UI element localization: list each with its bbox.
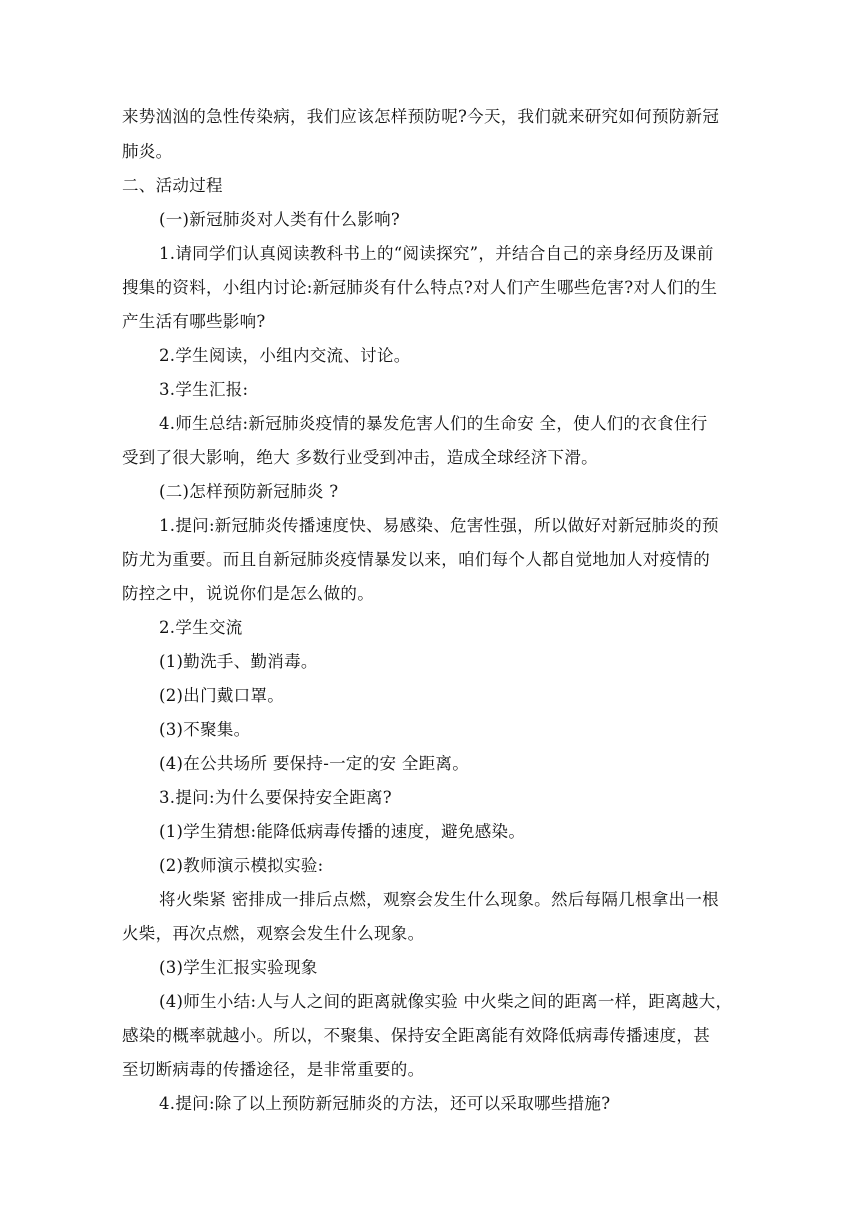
body-text-line: 防控之中，说说你们是怎么做的。 [122, 584, 374, 603]
subsection-heading: (一)新冠肺炎对人类有什么影响? [159, 210, 401, 229]
body-text-line: 至切断病毒的传播途径，是非常重要的。 [122, 1060, 425, 1079]
body-text-line: 1.提问:新冠肺炎传播速度快、易感染、危害性强，所以做好对新冠肺炎的预 [159, 516, 719, 535]
body-text-line: 肺炎。 [122, 142, 173, 161]
body-text-line: 1.请同学们认真阅读教科书上的“阅读探究”，并结合自己的亲身经历及课前 [159, 244, 714, 263]
body-text-line: 3.提问:为什么要保持安全距离? [159, 788, 392, 807]
body-text-line: 防尤为重要。而且自新冠肺炎疫情暴发以来，咱们每个人都自觉地加人对疫情的 [122, 550, 710, 569]
list-item: (3)学生汇报实验现象 [159, 958, 318, 977]
list-item: (3)不聚集。 [159, 720, 251, 739]
section-heading: 二、活动过程 [122, 176, 223, 195]
list-item: (4)在公共场所 要保持-一定的安 全距离。 [159, 754, 470, 773]
body-text-line: 产生活有哪些影响? [122, 312, 266, 331]
body-text-line: 火柴，再次点燃，观察会发生什么现象。 [122, 924, 425, 943]
body-text-line: 将火柴紧 密排成一排后点燃，观察会发生什么现象。然后每隔几根拿出一根 [159, 890, 719, 909]
list-item: (1)学生猜想:能降低病毒传播的速度，避免感染。 [159, 822, 526, 841]
body-text-line: 4.师生总结:新冠肺炎疫情的暴发危害人们的生命安 全，使人们的衣食住行 [159, 414, 708, 433]
list-item: (2)教师演示模拟实验: [159, 856, 324, 875]
body-text-line: 受到了很大影响，绝大 多数行业受到冲击，造成全球经济下滑。 [122, 448, 598, 467]
body-text-line: 2.学生交流 [159, 618, 243, 637]
list-item: (4)师生小结:人与人之间的距离就像实验 中火柴之间的距离一样，距离越大， [159, 992, 733, 1011]
body-text-line: 3.学生汇报: [159, 380, 249, 399]
body-text-line: 感染的概率就越小。所以，不聚集、保持安全距离能有效降低病毒传播速度，甚 [122, 1026, 710, 1045]
body-text-line: 搜集的资料，小组内讨论:新冠肺炎有什么特点?对人们产生哪些危害?对人们的生 [122, 278, 718, 297]
body-text-line: 2.学生阅读，小组内交流、讨论。 [159, 346, 411, 365]
body-text-line: 来势汹汹的急性传染病，我们应该怎样预防呢?今天，我们就来研究如何预防新冠 [122, 107, 720, 126]
body-text-line: 4.提问:除了以上预防新冠肺炎的方法，还可以采取哪些措施? [159, 1094, 611, 1113]
list-item: (1)勤洗手、勤消毒。 [159, 652, 318, 671]
subsection-heading: (二)怎样预防新冠肺炎 ? [159, 482, 339, 501]
list-item: (2)出门戴口罩。 [159, 686, 285, 705]
